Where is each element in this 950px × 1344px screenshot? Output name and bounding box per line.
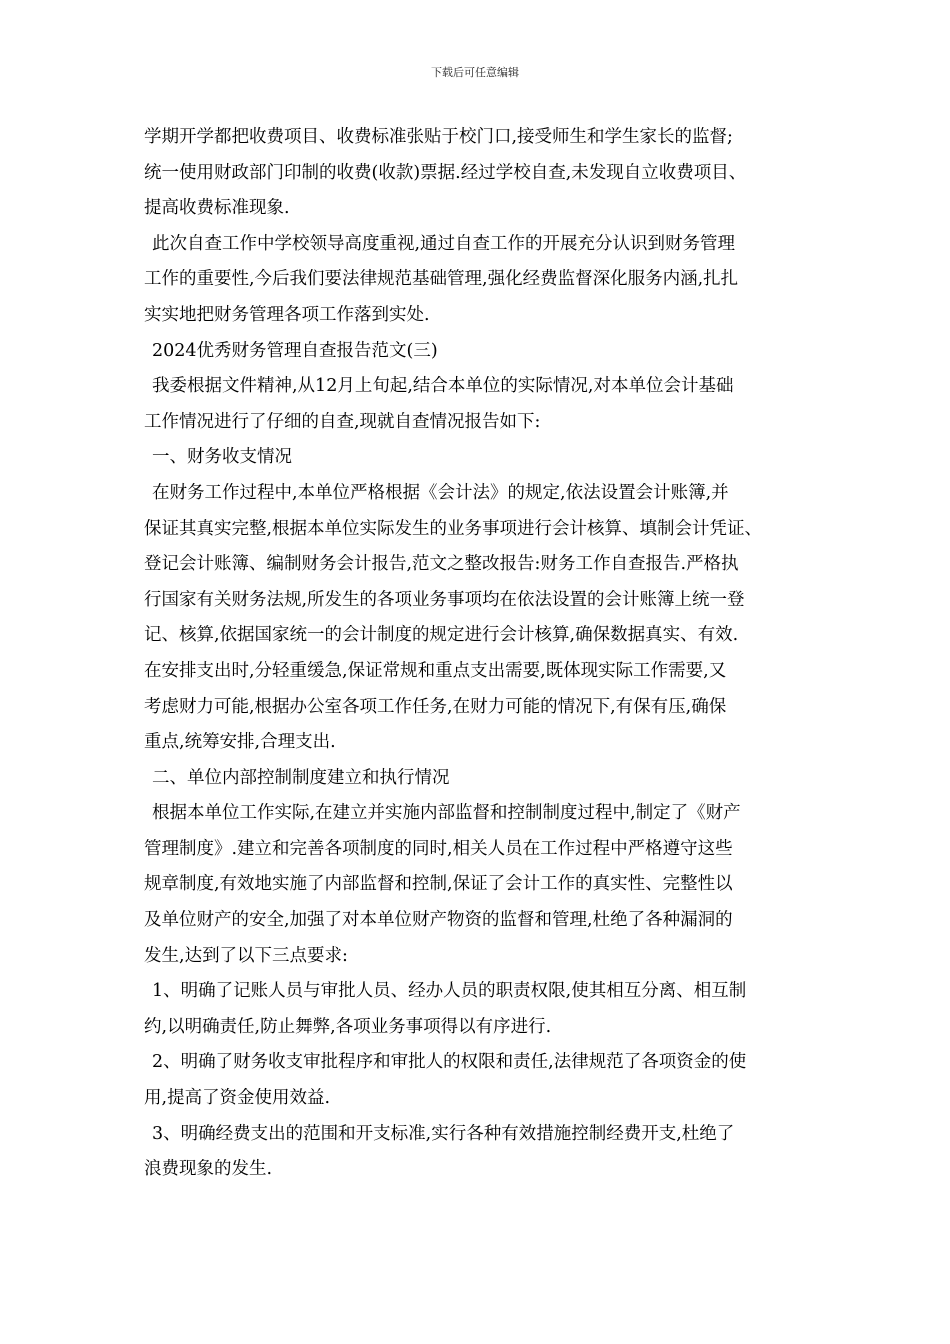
section-heading: 二、单位内部控制制度建立和执行情况 [152, 767, 450, 788]
section-heading: 一、财务收支情况 [152, 447, 292, 468]
section-title: 2024优秀财务管理自查报告范文(三) [152, 340, 438, 361]
text-line: 在安排支出时,分轻重缓急,保证常规和重点支出需要,既体现实际工作需要,又 [144, 660, 727, 681]
text-line: 行国家有关财务法规,所发生的各项业务事项均在依法设置的会计账簿上统一登 [144, 589, 745, 610]
list-item: 3、明确经费支出的范围和开支标准,实行各种有效措施控制经费开支,杜绝了 [152, 1123, 735, 1144]
text-line: 规章制度,有效地实施了内部监督和控制,保证了会计工作的真实性、完整性以 [144, 874, 733, 895]
text-line: 根据本单位工作实际,在建立并实施内部监督和控制制度过程中,制定了《财产 [152, 803, 741, 824]
text-line: 工作情况进行了仔细的自查,现就自查情况报告如下: [144, 411, 541, 432]
text-line: 浪费现象的发生. [144, 1159, 273, 1180]
document-body [144, 120, 808, 1188]
text-line: 记、核算,依据国家统一的会计制度的规定进行会计核算,确保数据真实、有效. [144, 625, 739, 646]
text-line: 用,提高了资金使用效益. [144, 1088, 331, 1109]
text-line: 考虑财力可能,根据办公室各项工作任务,在财力可能的情况下,有保有压,确保 [144, 696, 727, 717]
list-item: 2、明确了财务收支审批程序和审批人的权限和责任,法律规范了各项资金的使 [152, 1052, 747, 1073]
text-line: 发生,达到了以下三点要求: [144, 945, 348, 966]
text-line: 保证其真实完整,根据本单位实际发生的业务事项进行会计核算、填制会计凭证、 [144, 518, 763, 539]
text-line: 约,以明确责任,防止舞弊,各项业务事项得以有序进行. [144, 1016, 552, 1037]
text-line: 学期开学都把收费项目、收费标准张贴于校门口,接受师生和学生家长的监督; [144, 127, 733, 147]
text-line: 及单位财产的安全,加强了对本单位财产物资的监督和管理,杜绝了各种漏洞的 [144, 910, 733, 931]
text-line: 此次自查工作中学校领导高度重视,通过自查工作的开展充分认识到财务管理 [152, 233, 736, 254]
text-line: 统一使用财政部门印制的收费(收款)票据.经过学校自查,未发现自立收费项目、 [144, 162, 747, 183]
page-header: 下载后可任意编辑 [431, 66, 519, 79]
text-line: 工作的重要性,今后我们要法律规范基础管理,强化经费监督深化服务内涵,扎扎 [144, 269, 739, 290]
text-line: 实实地把财务管理各项工作落到实处. [144, 304, 430, 325]
text-line: 重点,统筹安排,合理支出. [144, 732, 336, 753]
text-line: 管理制度》.建立和完善各项制度的同时,相关人员在工作过程中严格遵守这些 [144, 838, 733, 859]
text-line: 我委根据文件精神,从12月上旬起,结合本单位的实际情况,对本单位会计基础 [152, 376, 734, 397]
text-line: 登记会计账簿、编制财务会计报告,范文之整改报告:财务工作自查报告.严格执 [144, 554, 739, 575]
text-line: 提高收费标准现象. [144, 198, 290, 219]
text-line: 在财务工作过程中,本单位严格根据《会计法》的规定,依法设置会计账簿,并 [152, 482, 729, 503]
list-item: 1、明确了记账人员与审批人员、经办人员的职责权限,使其相互分离、相互制 [152, 981, 747, 1002]
